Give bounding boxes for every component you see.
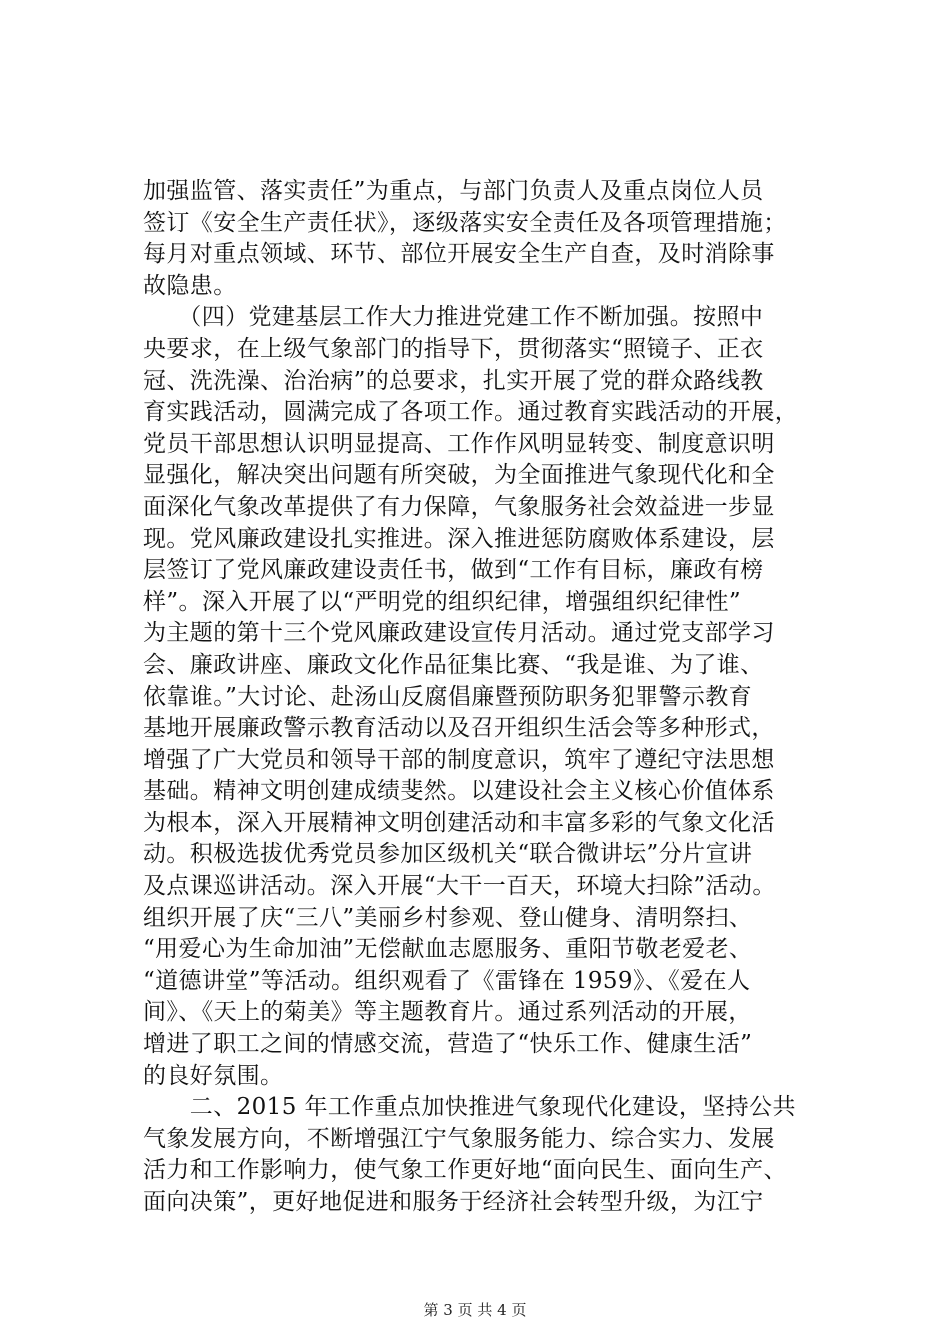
text-line: 为根本，深入开展精神文明创建活动和丰富多彩的气象文化活: [143, 809, 775, 836]
text-line: 故隐患。: [143, 272, 237, 299]
text-line: 面向决策”，更好地促进和服务于经济社会转型升级，为江宁: [143, 1189, 764, 1215]
text-line: 显强化，解决突出问题有所突破，为全面推进气象现代化和全: [143, 462, 775, 489]
text-line: 增强了广大党员和领导干部的制度意识，筑牢了遵纪守法思想: [143, 746, 775, 773]
text-line: 每月对重点领域、环节、部位开展安全生产自查，及时消除事: [143, 241, 775, 268]
text-line: 基地开展廉政警示教育活动以及召开组织生活会等多种形式，: [143, 715, 775, 742]
text-line: 加强监管、落实责任”为重点，与部门负责人及重点岗位人员: [143, 178, 764, 204]
text-line: （四）党建基层工作大力推进党建工作不断加强。按照中: [143, 304, 764, 331]
text-line: 签订《安全生产责任状》，逐级落实安全责任及各项管理措施；: [143, 209, 787, 236]
text-line: 党员干部思想认识明显提高、工作作风明显转变、制度意识明: [143, 430, 775, 457]
text-line: 二、2015 年工作重点加快推进气象现代化建设，坚持公共: [143, 1094, 796, 1121]
text-line: 间》、《天上的菊美》等主题教育片。通过系列活动的开展，: [143, 999, 752, 1026]
text-line: 为主题的第十三个党风廉政建设宣传月活动。通过党支部学习: [143, 620, 775, 647]
text-line: 基础。精神文明创建成绩斐然。以建设社会主义核心价值体系: [143, 778, 775, 805]
text-line: 组织开展了庆“三八”美丽乡村参观、登山健身、清明祭扫、: [143, 904, 753, 931]
text-line: 会、廉政讲座、廉政文化作品征集比赛、“我是谁、为了谁、: [143, 651, 764, 678]
text-line: 层签订了党风廉政建设责任书，做到“工作有目标，廉政有榜: [143, 557, 764, 584]
text-line: 活力和工作影响力，使气象工作更好地“面向民生、面向生产、: [143, 1157, 787, 1184]
text-line: 育实践活动，圆满完成了各项工作。通过教育实践活动的开展，: [143, 399, 799, 426]
text-line: 依靠谁。”大讨论、赴汤山反腐倡廉暨预防职务犯罪警示教育: [143, 683, 753, 710]
text-line: 增进了职工之间的情感交流，营造了“快乐工作、健康生活”: [143, 1031, 753, 1058]
text-line: “用爱心为生命加油”无偿献血志愿服务、重阳节敬老爱老、: [143, 936, 753, 963]
text-line: 气象发展方向，不断增强江宁气象服务能力、综合实力、发展: [143, 1125, 775, 1152]
body-text: [143, 176, 833, 1219]
text-line: 央要求，在上级气象部门的指导下，贯彻落实“照镜子、正衣: [143, 335, 764, 362]
text-line: “道德讲堂”等活动。组织观看了《雷锋在 1959》、《爱在人: [143, 967, 751, 994]
text-line: 样”。深入开展了以“严明党的组织纪律，增强组织纪律性”: [143, 588, 742, 615]
text-line: 及点课巡讲活动。深入开展“大干一百天，环境大扫除”活动。: [143, 873, 776, 900]
text-line: 面深化气象改革提供了有力保障，气象服务社会效益进一步显: [143, 493, 775, 520]
text-line: 现。党风廉政建设扎实推进。深入推进惩防腐败体系建设，层: [143, 525, 775, 552]
text-line: 动。积极选拔优秀党员参加区级机关“联合微讲坛”分片宣讲: [143, 841, 753, 868]
text-line: 冠、洗洗澡、治治病”的总要求，扎实开展了党的群众路线教: [143, 367, 764, 394]
text-line: 的良好氛围。: [143, 1062, 284, 1089]
page-footer: 第 3 页 共 4 页: [423, 1301, 527, 1319]
